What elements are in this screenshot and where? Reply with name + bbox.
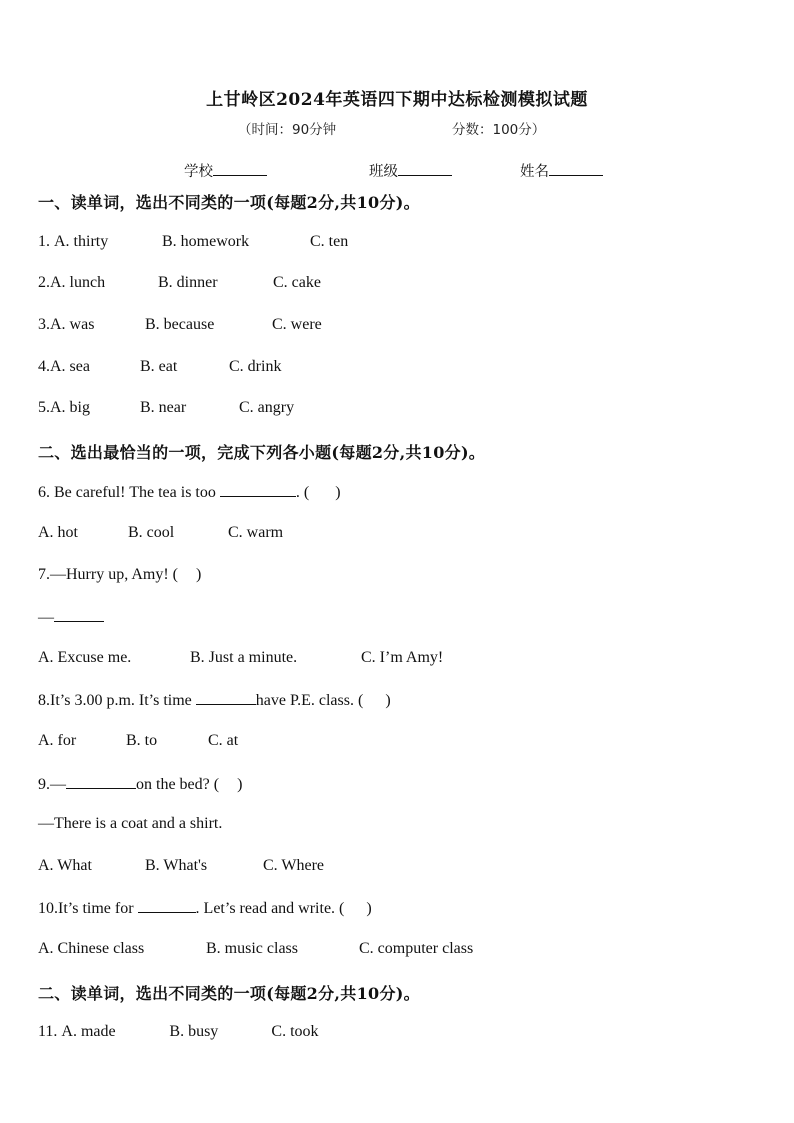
question-number: 5. xyxy=(38,399,50,416)
option-b: B. near xyxy=(140,399,187,416)
option-c: C. warm xyxy=(228,524,284,541)
answer-paren: ) xyxy=(366,900,372,917)
option-c: C. Where xyxy=(263,857,325,874)
name-field xyxy=(520,160,603,181)
page-title: 上甘岭区2024年英语四下期中达标检测模拟试题 xyxy=(206,90,588,110)
class-label: 班级 xyxy=(369,164,398,180)
answer-blank xyxy=(196,690,256,705)
question-stem-end: . Let’s read and write. ( xyxy=(195,900,345,917)
question-number: 11. xyxy=(38,1023,62,1040)
question-8 xyxy=(38,690,391,710)
question-number: 3. xyxy=(38,316,50,333)
question-6-options xyxy=(38,524,283,542)
option-a: A. for xyxy=(38,732,77,749)
option-c: C. angry xyxy=(239,399,295,416)
option-c: C. cake xyxy=(273,274,321,291)
question-7-reply xyxy=(38,607,104,627)
option-a: A. was xyxy=(50,316,95,333)
option-b: B. busy xyxy=(169,1023,219,1040)
question-1 xyxy=(38,233,348,251)
option-b: B. What's xyxy=(145,857,208,874)
option-c: C. ten xyxy=(310,233,349,250)
option-b: B. homework xyxy=(162,233,250,250)
question-6 xyxy=(38,482,341,502)
option-c: C. at xyxy=(208,732,239,749)
answer-paren: ) xyxy=(385,692,391,709)
option-b: B. to xyxy=(126,732,158,749)
option-c: C. computer class xyxy=(359,940,474,957)
question-5 xyxy=(38,399,294,417)
question-2 xyxy=(38,274,321,292)
option-b: B. Just a minute. xyxy=(190,649,298,666)
school-field xyxy=(184,160,267,181)
question-stem: 7.—Hurry up, Amy! ( xyxy=(38,566,178,583)
section-heading-2: 二、选出最恰当的一项，完成下列各小题(每题2分,共10分)。 xyxy=(38,443,486,462)
question-stem: 8.It’s 3.00 p.m. It’s time xyxy=(38,692,196,709)
option-c: C. were xyxy=(272,316,322,333)
class-blank xyxy=(398,161,452,176)
question-11 xyxy=(38,1023,319,1041)
answer-blank xyxy=(138,898,196,913)
question-9 xyxy=(38,774,242,794)
option-a: A. Chinese class xyxy=(38,940,145,957)
option-a: A. thirty xyxy=(54,233,109,250)
option-a: A. hot xyxy=(38,524,78,541)
question-stem-end: have P.E. class. ( xyxy=(255,692,364,709)
exam-score: 分数：100分） xyxy=(452,122,546,138)
question-number: 1. xyxy=(38,233,54,250)
section-heading-1: 一、读单词，选出不同类的一项(每题2分,共10分)。 xyxy=(38,193,420,212)
name-blank xyxy=(549,161,603,176)
answer-paren: ) xyxy=(335,484,341,501)
school-blank xyxy=(213,161,267,176)
question-number: 2. xyxy=(38,274,50,291)
question-7 xyxy=(38,566,201,584)
answer-blank xyxy=(220,482,296,497)
option-a: A. made xyxy=(61,1023,116,1040)
question-9-reply xyxy=(38,815,222,833)
question-7-options xyxy=(38,649,443,667)
section-heading-3: 二、读单词，选出不同类的一项(每题2分,共10分)。 xyxy=(38,984,420,1003)
question-stem-end: on the bed? ( xyxy=(136,776,220,793)
answer-blank xyxy=(66,774,136,789)
option-b: B. music class xyxy=(206,940,298,957)
class-field xyxy=(369,160,452,181)
question-stem: 6. Be careful! The tea is too xyxy=(38,484,220,501)
option-c: C. drink xyxy=(229,358,282,375)
question-3 xyxy=(38,316,322,334)
option-a: A. Excuse me. xyxy=(38,649,132,666)
option-a: A. sea xyxy=(50,358,90,375)
question-stem: 9.— xyxy=(38,776,66,793)
question-stem-end: . ( xyxy=(295,484,310,501)
question-8-options xyxy=(38,732,238,750)
option-a: A. lunch xyxy=(50,274,106,291)
answer-paren: ) xyxy=(237,776,243,793)
school-label: 学校 xyxy=(184,164,213,180)
option-a: A. big xyxy=(50,399,90,416)
option-b: B. because xyxy=(145,316,215,333)
option-c: C. took xyxy=(271,1023,319,1040)
option-c: C. I’m Amy! xyxy=(361,649,444,666)
option-a: A. What xyxy=(38,857,92,874)
question-number: 4. xyxy=(38,358,50,375)
reply-blank xyxy=(54,607,104,622)
answer-paren: ) xyxy=(195,566,202,583)
exam-time: （时间：90分钟 xyxy=(238,122,337,138)
reply-dash: — xyxy=(38,609,54,626)
question-10 xyxy=(38,898,372,918)
name-label: 姓名 xyxy=(520,164,549,180)
question-9-options xyxy=(38,857,324,875)
question-10-options xyxy=(38,940,473,958)
option-b: B. cool xyxy=(128,524,175,541)
option-b: B. eat xyxy=(140,358,178,375)
option-b: B. dinner xyxy=(158,274,218,291)
question-stem: 10.It’s time for xyxy=(38,900,138,917)
reply-text: —There is a coat and a shirt. xyxy=(38,815,223,832)
question-4 xyxy=(38,358,281,376)
